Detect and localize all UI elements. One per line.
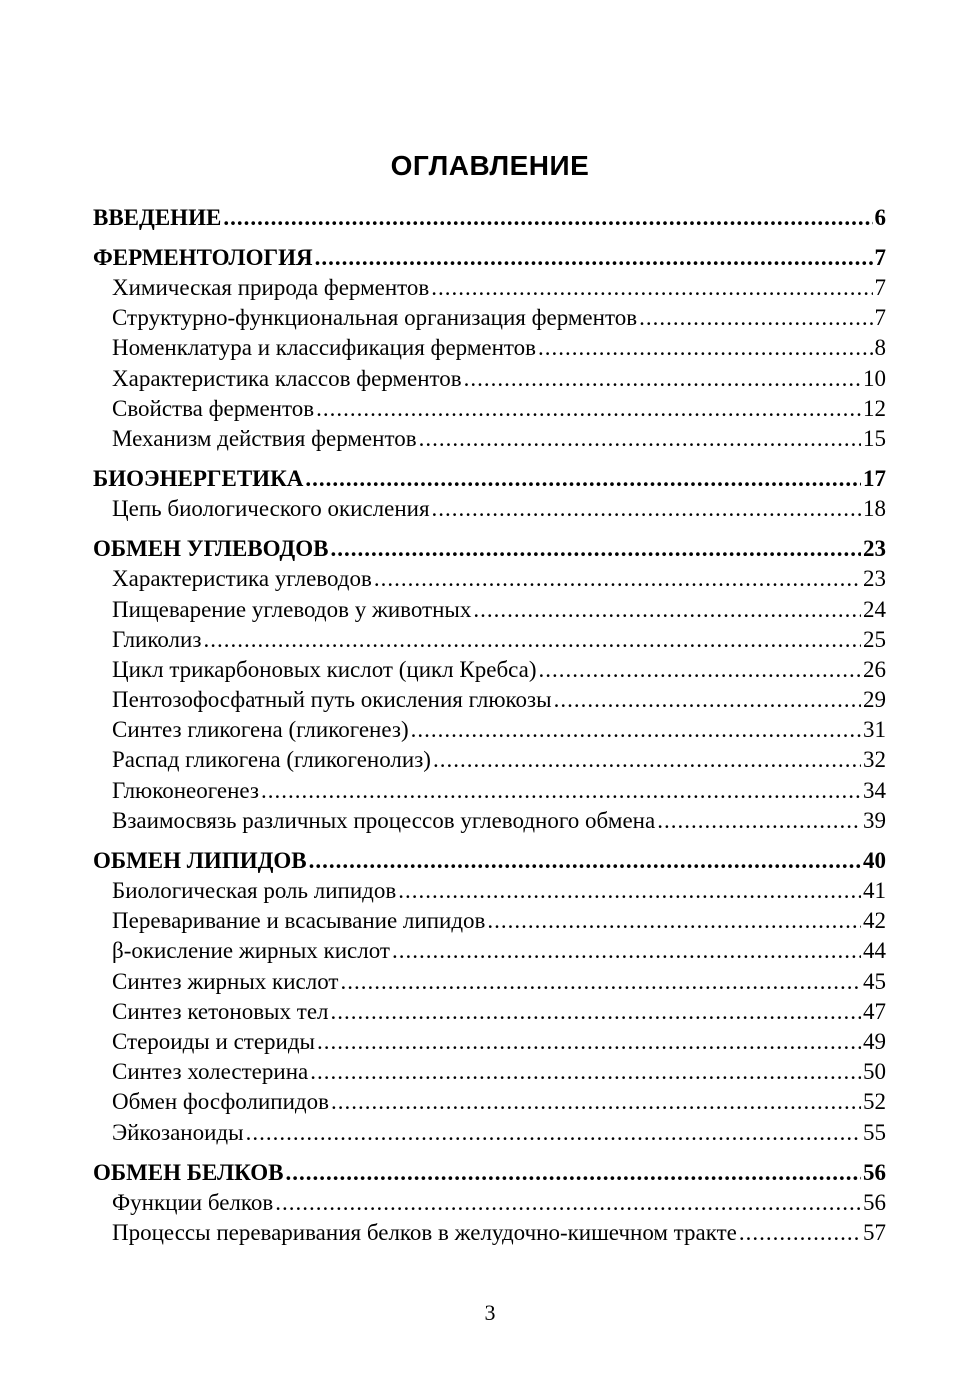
toc-section-entry xyxy=(93,846,886,876)
toc-section-entry xyxy=(93,203,886,233)
entry-page-number: 47 xyxy=(863,998,886,1024)
entry-title: Биологическая роль липидов xyxy=(112,878,397,903)
entry-page-number: 26 xyxy=(863,656,886,682)
toc-subsection-entry xyxy=(93,494,886,524)
toc-subsection-entry xyxy=(93,303,886,333)
entry-title: Химическая природа ферментов xyxy=(112,275,430,300)
entry-page-number: 39 xyxy=(863,807,886,833)
entry-title: БИОЭНЕРГЕТИКА xyxy=(93,466,304,492)
dot-leader xyxy=(639,303,872,333)
toc-subsection-entry xyxy=(93,595,886,625)
toc-subsection-entry xyxy=(93,745,886,775)
entry-title: ОБМЕН ЛИПИДОВ xyxy=(93,848,307,873)
toc-subsection-entry xyxy=(93,806,886,836)
toc-subsection-entry xyxy=(93,906,886,936)
entry-title: Глюконеогенез xyxy=(112,777,259,803)
toc-subsection-entry xyxy=(93,685,886,715)
entry-title: ВВЕДЕНИЕ xyxy=(93,205,222,230)
dot-leader xyxy=(392,936,861,966)
toc-subsection-entry xyxy=(93,364,886,394)
dot-leader xyxy=(261,776,861,806)
dot-leader xyxy=(203,625,861,655)
entry-title: Синтез холестерина xyxy=(112,1059,309,1085)
entry-page-number: 23 xyxy=(863,566,886,592)
toc-section-entry xyxy=(93,1158,886,1188)
dot-leader xyxy=(331,1087,861,1117)
entry-page-number: 44 xyxy=(863,938,886,964)
dot-leader xyxy=(464,364,861,394)
toc-section-entry xyxy=(93,464,886,494)
dot-leader xyxy=(539,655,861,685)
dot-leader xyxy=(309,846,861,876)
entry-page-number: 10 xyxy=(863,365,886,391)
entry-page-number: 55 xyxy=(863,1119,886,1145)
toc-subsection-entry xyxy=(93,1218,886,1248)
entry-title: Эйкозаноиды xyxy=(112,1119,244,1145)
toc-subsection-entry xyxy=(93,1057,886,1087)
toc-subsection-entry xyxy=(93,625,886,655)
toc-section-entry xyxy=(93,243,886,273)
toc-subsection-entry xyxy=(93,273,886,303)
entry-title: Синтез гликогена (гликогенез) xyxy=(112,717,409,743)
toc-subsection-entry xyxy=(93,997,886,1027)
entry-title: Пентозофосфатный путь окисления глюкозы xyxy=(112,687,552,713)
entry-page-number: 7 xyxy=(874,245,886,270)
toc-title: ОГЛАВЛЕНИЕ xyxy=(390,150,590,181)
dot-leader xyxy=(431,273,872,303)
dot-leader xyxy=(419,424,861,454)
toc-subsection-entry xyxy=(93,876,886,906)
dot-leader xyxy=(315,243,873,273)
entry-title: ОБМЕН БЕЛКОВ xyxy=(93,1159,284,1185)
toc-subsection-entry xyxy=(93,1188,886,1218)
entry-page-number: 41 xyxy=(863,878,886,903)
dot-leader xyxy=(223,203,872,233)
entry-page-number: 31 xyxy=(863,717,886,743)
toc-subsection-entry xyxy=(93,424,886,454)
dot-leader xyxy=(432,494,861,524)
entry-page-number: 52 xyxy=(863,1089,886,1115)
dot-leader xyxy=(473,595,861,625)
entry-page-number: 56 xyxy=(863,1189,886,1215)
dot-leader xyxy=(554,685,861,715)
entry-title: ФЕРМЕНТОЛОГИЯ xyxy=(93,245,313,270)
entry-page-number: 25 xyxy=(863,626,886,652)
entry-title: Обмен фосфолипидов xyxy=(112,1089,329,1115)
entry-title: Процессы переваривания белков в желудочно-кишечном тракте xyxy=(112,1219,737,1245)
entry-page-number: 56 xyxy=(863,1159,886,1185)
dot-leader xyxy=(286,1158,861,1188)
entry-page-number: 15 xyxy=(863,425,886,451)
entry-page-number: 24 xyxy=(863,596,886,622)
toc-subsection-entry xyxy=(93,655,886,685)
entry-title: Функции белков xyxy=(112,1189,274,1215)
dot-leader xyxy=(739,1218,861,1248)
entry-page-number: 6 xyxy=(874,205,886,230)
entry-page-number: 12 xyxy=(863,395,886,421)
toc-subsection-entry xyxy=(93,333,886,363)
entry-page-number: 49 xyxy=(863,1028,886,1054)
entry-page-number: 57 xyxy=(863,1219,886,1245)
entry-page-number: 34 xyxy=(863,777,886,803)
entry-page-number: 29 xyxy=(863,687,886,713)
entry-title: Структурно-функциональная организация ферментов xyxy=(112,305,638,331)
entry-page-number: 50 xyxy=(863,1059,886,1085)
entry-page-number: 40 xyxy=(863,848,886,873)
entry-page-number: 7 xyxy=(874,305,886,331)
toc-subsection-entry xyxy=(93,1027,886,1057)
entry-page-number: 42 xyxy=(863,908,886,934)
toc-subsection-entry xyxy=(93,564,886,594)
entry-title: Гликолиз xyxy=(112,626,202,652)
entry-title: Механизм действия ферментов xyxy=(112,425,417,451)
toc-subsection-entry xyxy=(93,715,886,745)
toc-subsection-entry xyxy=(93,1118,886,1148)
dot-leader xyxy=(411,715,861,745)
entry-title: Синтез кетоновых тел xyxy=(112,998,329,1024)
dot-leader xyxy=(331,997,861,1027)
entry-title: Номенклатура и классификация ферментов xyxy=(112,335,536,361)
table-of-contents xyxy=(93,203,886,1248)
entry-title: Свойства ферментов xyxy=(112,395,315,421)
entry-page-number: 7 xyxy=(874,275,886,300)
entry-title: Цепь биологического окисления xyxy=(112,496,430,522)
entry-page-number: 45 xyxy=(863,968,886,994)
dot-leader xyxy=(275,1188,861,1218)
entry-title: Характеристика углеводов xyxy=(112,566,372,592)
dot-leader xyxy=(310,1057,861,1087)
entry-title: Цикл трикарбоновых кислот (цикл Кребса) xyxy=(112,656,537,682)
entry-title: β-окисление жирных кислот xyxy=(112,938,390,964)
toc-subsection-entry xyxy=(93,776,886,806)
page-number: 3 xyxy=(484,1300,496,1325)
dot-leader xyxy=(246,1118,861,1148)
dot-leader xyxy=(538,333,873,363)
dot-leader xyxy=(340,967,861,997)
entry-title: Стероиды и стериды xyxy=(112,1028,316,1054)
dot-leader xyxy=(330,534,861,564)
toc-subsection-entry xyxy=(93,394,886,424)
dot-leader xyxy=(305,464,861,494)
toc-subsection-entry xyxy=(93,967,886,997)
toc-subsection-entry xyxy=(93,936,886,966)
dot-leader xyxy=(374,564,861,594)
dot-leader xyxy=(433,745,861,775)
entry-title: ОБМЕН УГЛЕВОДОВ xyxy=(93,536,329,562)
toc-subsection-entry xyxy=(93,1087,886,1117)
entry-page-number: 8 xyxy=(874,335,886,361)
dot-leader xyxy=(487,906,861,936)
entry-page-number: 23 xyxy=(863,536,886,562)
entry-title: Распад гликогена (гликогенолиз) xyxy=(112,747,431,773)
dot-leader xyxy=(657,806,861,836)
entry-page-number: 18 xyxy=(863,496,886,522)
dot-leader xyxy=(316,394,861,424)
entry-title: Синтез жирных кислот xyxy=(112,968,339,994)
dot-leader xyxy=(398,876,861,906)
entry-page-number: 17 xyxy=(863,466,886,492)
entry-title: Переваривание и всасывание липидов xyxy=(112,908,486,934)
dot-leader xyxy=(317,1027,861,1057)
toc-section-entry xyxy=(93,534,886,564)
entry-page-number: 32 xyxy=(863,747,886,773)
entry-title: Взаимосвязь различных процессов углеводного обмена xyxy=(112,807,656,833)
entry-title: Характеристика классов ферментов xyxy=(112,365,462,391)
entry-title: Пищеварение углеводов у животных xyxy=(112,596,472,622)
